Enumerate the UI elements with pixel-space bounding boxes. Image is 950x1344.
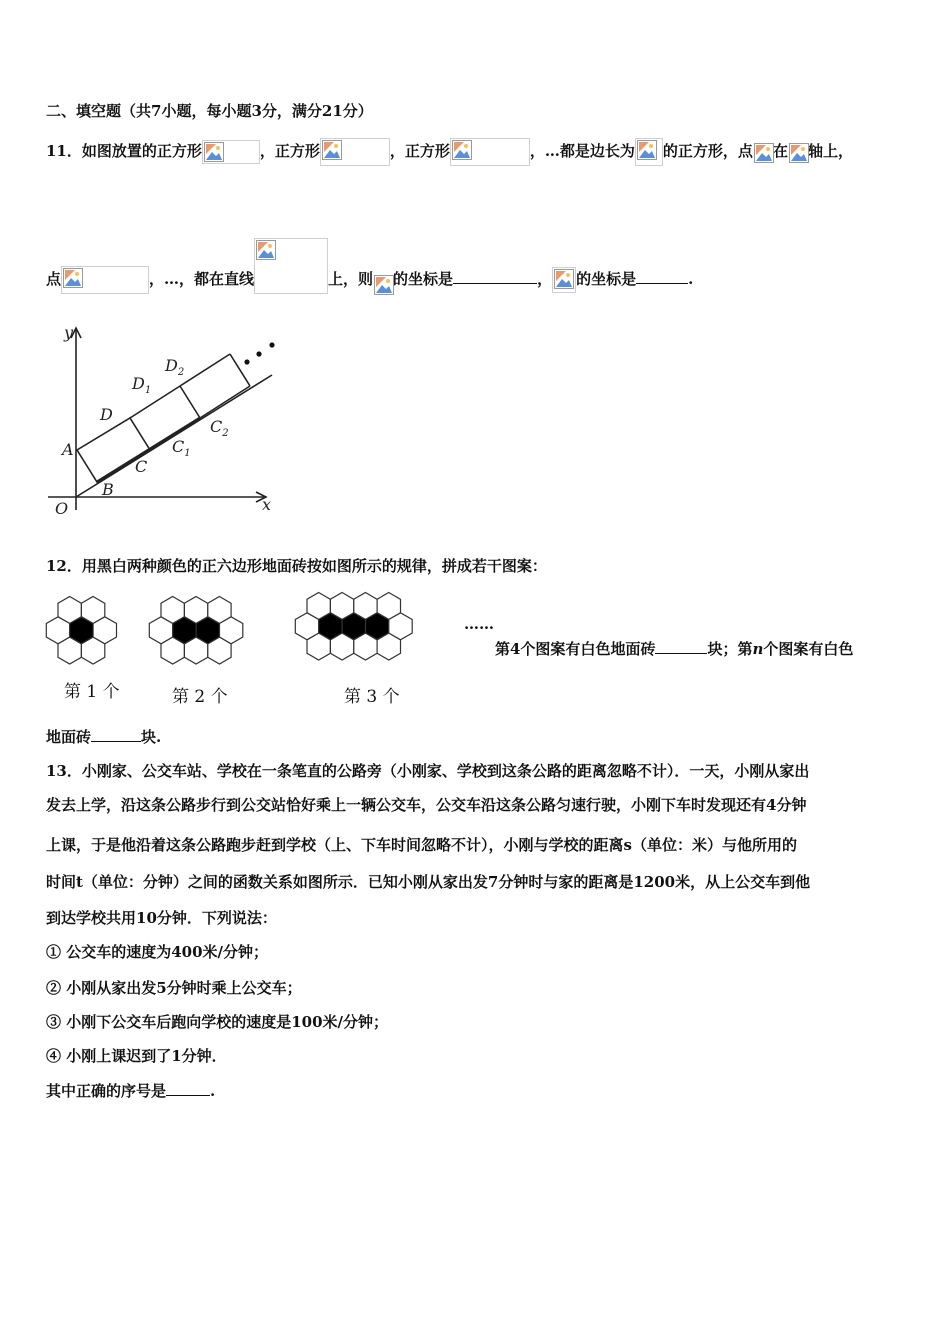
q13-line3: 上课，于是他沿着这条公路跑步赶到学校（上、下车时间忽略不计），小刚与学校的距离s（单位：米）与他所用的: [46, 836, 797, 854]
q11-figure: [40, 318, 290, 532]
label-o: O: [55, 499, 69, 518]
q13-option-2: ② 小刚从家出发5分钟时乘上公交车；: [46, 979, 302, 997]
q12-line2-text-2: 块.: [141, 728, 162, 746]
image-placeholder-icon: [450, 138, 530, 166]
label-a: A: [62, 440, 74, 459]
image-placeholder-icon: [61, 266, 149, 294]
q11-text-4: ，…都是边长为: [529, 142, 635, 160]
answer-blank[interactable]: [453, 282, 537, 284]
label-y: y: [64, 323, 74, 342]
label-d1: $D_1$: [132, 374, 152, 396]
q13-option-1: ① 公交车的速度为400米/分钟；: [46, 943, 269, 961]
q12-tail-text-2: 块；第: [707, 640, 753, 658]
q12-variable-n: n: [752, 640, 764, 658]
q13-option-3: ③ 小刚下公交车后跑向学校的速度是100米/分钟；: [46, 1013, 389, 1031]
answer-blank[interactable]: [636, 282, 688, 284]
image-placeholder-icon: [552, 267, 576, 293]
hexagon-patterns: [40, 588, 470, 676]
q12-tail-text-3: 个图案有白色: [763, 640, 854, 658]
label-c: C: [135, 457, 148, 476]
answer-blank[interactable]: [91, 740, 141, 742]
q12-tail: [495, 639, 853, 659]
q11-text-8: 点: [46, 270, 62, 288]
q13-option-4: ④ 小刚上课迟到了1分钟．: [46, 1047, 227, 1065]
q12-tail-text-1: 第4个图案有白色地面砖: [495, 640, 656, 658]
q11-text-10: 上，则: [328, 270, 374, 288]
image-placeholder-icon: [373, 274, 393, 294]
q13-answer-line: [46, 1081, 215, 1101]
q11-line2: [46, 238, 693, 294]
label-c2: $C_2$: [210, 417, 229, 439]
ellipsis-dot: [244, 359, 249, 364]
q13-line4: 时间t（单位：分钟）之间的函数关系如图所示．已知小刚从家出发7分钟时与家的距离是1200米，从上公交车到他: [46, 873, 811, 891]
q11-text-9: ，…，都在直线: [149, 270, 255, 288]
image-placeholder-icon: [320, 138, 390, 166]
q11-text-1: 11．如图放置的正方形: [46, 142, 202, 160]
label-x: x: [262, 495, 272, 514]
q12-text: 12．用黑白两种颜色的正六边形地面砖按如图所示的规律，拼成若干图案：: [46, 557, 547, 575]
q13-line2: 发去上学，沿这条公路步行到公交站恰好乘上一辆公交车，公交车沿这条公路匀速行驶，小刚下车时发现还有4分钟: [46, 796, 807, 814]
caption-pattern-1: 第 1 个: [64, 682, 120, 702]
image-placeholder-icon: [254, 238, 328, 294]
caption-pattern-3: 第 3 个: [344, 687, 400, 707]
image-placeholder-icon: [788, 142, 808, 162]
q11-text-3: ，正方形: [389, 142, 450, 160]
q11-text-2: ，正方形: [259, 142, 320, 160]
image-placeholder-icon: [202, 140, 260, 164]
ellipsis-dot: [256, 351, 261, 356]
label-b: B: [102, 480, 114, 499]
q13-line5: 到达学校共用10分钟．下列说法：: [46, 909, 277, 927]
label-d: D: [100, 405, 113, 424]
section-header: 二、填空题（共7小题，每小题3分，满分21分）: [46, 102, 373, 120]
q11-text-5: 的正方形，点: [662, 142, 753, 160]
q11-line1: [46, 138, 853, 166]
label-d2: $D_2$: [165, 356, 185, 378]
image-placeholder-icon: [635, 138, 663, 166]
q11-text-6: 在: [772, 142, 788, 160]
q11-text-7: 轴上，: [807, 142, 853, 160]
ellipsis-dot: [269, 342, 274, 347]
answer-blank[interactable]: [655, 652, 707, 654]
q12-line2: [46, 727, 161, 747]
q13-answer-text: 其中正确的序号是: [46, 1082, 167, 1100]
q13-line1: 13．小刚家、公交车站、学校在一条笔直的公路旁（小刚家、学校到这条公路的距离忽略不计）．一天，小刚从家出: [46, 762, 810, 780]
q11-text-14: .: [688, 270, 694, 288]
image-placeholder-icon: [753, 142, 773, 162]
q12-ellipsis: ……: [464, 615, 494, 633]
line-through-b: [76, 375, 272, 497]
q12-line2-text-1: 地面砖: [46, 728, 92, 746]
q11-text-13: 的坐标是: [576, 270, 637, 288]
label-c1: $C_1$: [172, 437, 191, 459]
q13-answer-end: .: [210, 1082, 216, 1100]
q11-text-11: 的坐标是: [393, 270, 454, 288]
caption-pattern-2: 第 2 个: [172, 687, 228, 707]
q11-text-12: ，: [537, 270, 553, 288]
answer-blank[interactable]: [166, 1094, 210, 1096]
